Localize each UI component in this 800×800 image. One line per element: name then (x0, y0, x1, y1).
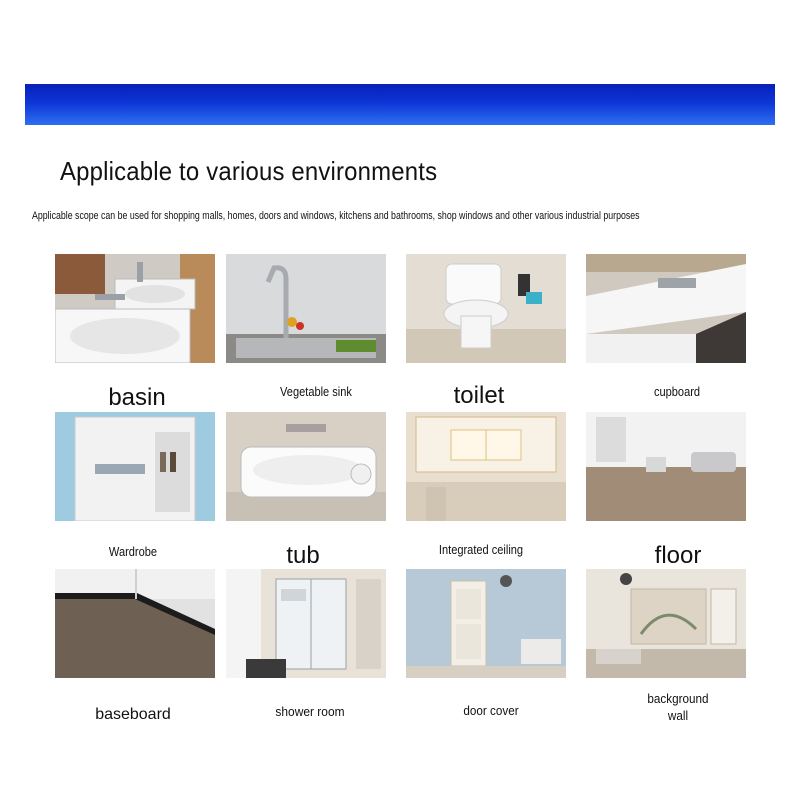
basin-photo (55, 254, 215, 363)
top-banner (25, 84, 775, 125)
label-integrated-ceiling: Integrated ceiling (438, 542, 524, 557)
label-toilet: toilet (453, 382, 505, 409)
label-background-wall (602, 691, 755, 723)
ceiling-photo (406, 412, 566, 521)
label-tub: tub (286, 542, 320, 569)
wardrobe-photo (55, 412, 215, 521)
vegetable-sink-photo (226, 254, 386, 363)
door-cover-photo (406, 569, 566, 678)
label-cupboard: cupboard (653, 384, 701, 399)
cupboard-photo (586, 254, 746, 363)
floor-photo (586, 412, 746, 521)
tub-photo (226, 412, 386, 521)
baseboard-photo (55, 569, 215, 678)
label-vegetable-sink: Vegetable sink (280, 384, 352, 399)
shower-room-photo (226, 569, 386, 678)
label-wardrobe: Wardrobe (108, 544, 158, 559)
label-background-wall-line2: wall (667, 708, 689, 723)
label-baseboard: baseboard (95, 706, 171, 723)
page-subtitle: Applicable scope can be used for shopping malls, homes, doors and windows, kitchens and bathrooms, shop windows and other various industrial purposes (32, 210, 640, 222)
label-shower-room: shower room (275, 704, 345, 719)
toilet-photo (406, 254, 566, 363)
label-floor: floor (654, 542, 702, 569)
label-background-wall-line1: background (647, 691, 709, 706)
page-title: Applicable to various environments (60, 156, 438, 186)
background-wall-photo (586, 569, 746, 678)
label-door-cover: door cover (463, 703, 519, 718)
label-basin: basin (108, 384, 166, 411)
